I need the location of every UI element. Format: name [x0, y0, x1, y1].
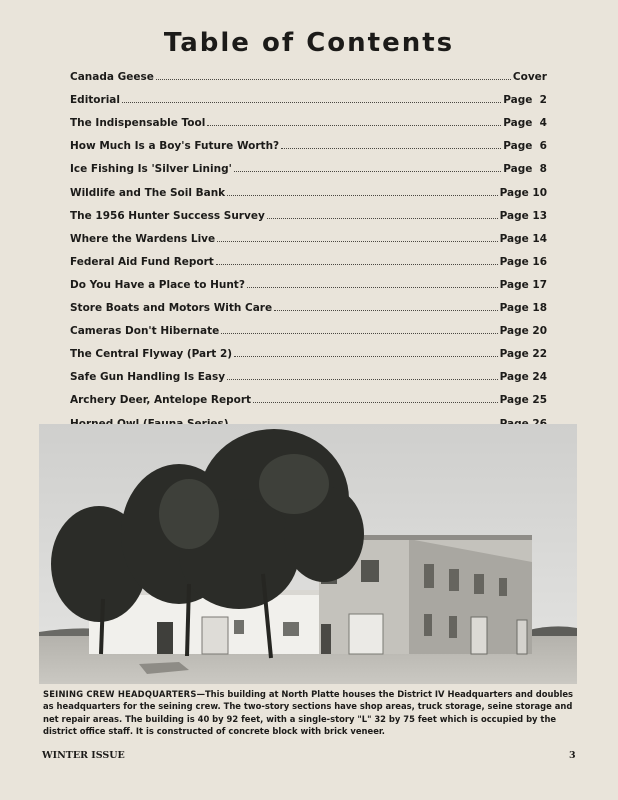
toc-entry	[70, 106, 547, 129]
toc-entry-title: Cameras Don't Hibernate	[70, 325, 220, 338]
toc-entry-page: Page 17	[499, 278, 547, 291]
toc-leader-dots	[216, 264, 498, 265]
toc-entry	[70, 222, 547, 245]
toc-entry-page: Page 25	[499, 394, 547, 407]
toc-leader-dots	[267, 218, 498, 219]
toc-entry	[70, 245, 547, 268]
toc-leader-dots	[217, 241, 497, 242]
toc-entry-title: Federal Aid Fund Report	[70, 255, 214, 268]
toc-entry	[70, 268, 547, 291]
toc-entry-title: Ice Fishing Is 'Silver Lining'	[70, 163, 232, 176]
toc-entry-title: How Much Is a Boy's Future Worth?	[70, 140, 280, 153]
table-of-contents	[70, 60, 547, 430]
caption-lead: SEINING CREW HEADQUARTERS	[43, 689, 197, 699]
toc-entry-title: Canada Geese	[70, 71, 154, 84]
toc-leader-dots	[122, 102, 501, 103]
toc-entry-page: Page 2	[503, 94, 547, 107]
toc-entry	[70, 314, 547, 337]
toc-entry-title: Archery Deer, Antelope Report	[70, 394, 252, 407]
toc-entry	[70, 291, 547, 314]
toc-entry-page: Page 20	[499, 325, 547, 338]
issue-label: WINTER ISSUE	[42, 750, 125, 761]
building-photo-image	[39, 424, 577, 684]
toc-entry-page: Page 6	[503, 140, 547, 153]
toc-leader-dots	[247, 287, 498, 288]
toc-entry-title: The Central Flyway (Part 2)	[70, 348, 233, 361]
toc-entry	[70, 383, 547, 406]
toc-entry-page: Page 8	[503, 163, 547, 176]
toc-leader-dots	[227, 195, 497, 196]
toc-entry-page: Page 14	[499, 232, 547, 245]
toc-entry-title: The Indispensable Tool	[70, 117, 206, 130]
toc-leader-dots	[274, 310, 497, 311]
toc-entry	[70, 337, 547, 360]
toc-entry-title: Store Boats and Motors With Care	[70, 302, 273, 315]
photo-caption	[43, 688, 573, 737]
caption-body: —This building at North Platte houses the District IV Headquarters and doubles as headquarters for the seining crew. The two-story sections have shop areas, truck storage, seine storage and net repair areas. The building is 40 by 92 feet, with a single-story "L" 32 by 75 feet which is occupied by the district office staff. It is constructed of concrete block with brick veneer.	[43, 689, 573, 736]
toc-entry-page: Page 22	[499, 348, 547, 361]
toc-entry-page: Page 4	[503, 117, 547, 130]
toc-entry-title: Wildlife and The Soil Bank	[70, 186, 226, 199]
page-number: 3	[569, 750, 576, 761]
toc-entry-title: Safe Gun Handling Is Easy	[70, 371, 226, 384]
toc-leader-dots	[207, 125, 501, 126]
toc-entry	[70, 360, 547, 383]
toc-leader-dots	[234, 356, 498, 357]
toc-entry-title: The 1956 Hunter Success Survey	[70, 209, 265, 222]
page-title: Table of Contents	[163, 28, 455, 58]
building-photo	[39, 424, 577, 684]
toc-entry	[70, 83, 547, 106]
toc-leader-dots	[227, 379, 498, 380]
toc-entry-title: Editorial	[70, 94, 120, 107]
toc-entry	[70, 199, 547, 222]
toc-entry	[70, 175, 547, 198]
toc-leader-dots	[234, 171, 501, 172]
toc-entry	[70, 152, 547, 175]
toc-entry-page: Page 18	[499, 302, 547, 315]
toc-leader-dots	[156, 79, 511, 80]
toc-entry	[70, 129, 547, 152]
toc-entry	[70, 60, 547, 83]
toc-leader-dots	[221, 333, 497, 334]
toc-entry-page: Page 10	[499, 186, 547, 199]
toc-leader-dots	[253, 402, 498, 403]
toc-leader-dots	[281, 148, 501, 149]
toc-entry-title: Do You Have a Place to Hunt?	[70, 278, 245, 291]
toc-entry-page: Cover	[512, 71, 547, 84]
toc-entry-page: Page 24	[499, 371, 547, 384]
toc-entry-title: Where the Wardens Live	[70, 232, 216, 245]
toc-entry-page: Page 13	[499, 209, 547, 222]
toc-entry-page: Page 16	[499, 255, 547, 268]
